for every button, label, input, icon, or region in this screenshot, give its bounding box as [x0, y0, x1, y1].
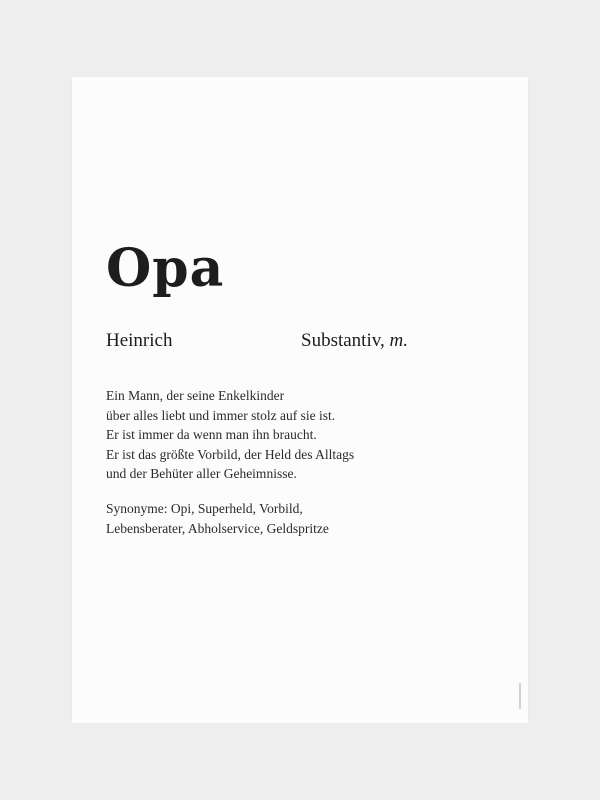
gender-label: m.	[389, 330, 408, 351]
word-type-label: Substantiv,	[301, 330, 385, 351]
definition-line: Er ist das größte Vorbild, der Held des Alltags	[106, 446, 355, 462]
definition-line: und der Behüter aller Geheimnisse.	[106, 466, 297, 481]
word-type	[301, 330, 408, 352]
imprint-mark	[519, 683, 521, 709]
definition-line: Er ist immer da wenn man ihn braucht.	[106, 427, 317, 442]
synonym-line: Synonyme: Opi, Superheld, Vorbild,	[106, 501, 303, 516]
synonym-line: Lebensberater, Abholservice, Geldspritze	[106, 520, 329, 536]
dictionary-word: Opa	[106, 238, 225, 299]
person-name: Heinrich	[106, 330, 173, 351]
synonyms-text	[106, 499, 329, 538]
poster	[72, 77, 528, 723]
definition-line: Ein Mann, der seine Enkelkinder	[106, 388, 285, 403]
definition-line: über alles liebt und immer stolz auf sie ist.	[106, 407, 336, 423]
definition-text	[106, 386, 354, 484]
